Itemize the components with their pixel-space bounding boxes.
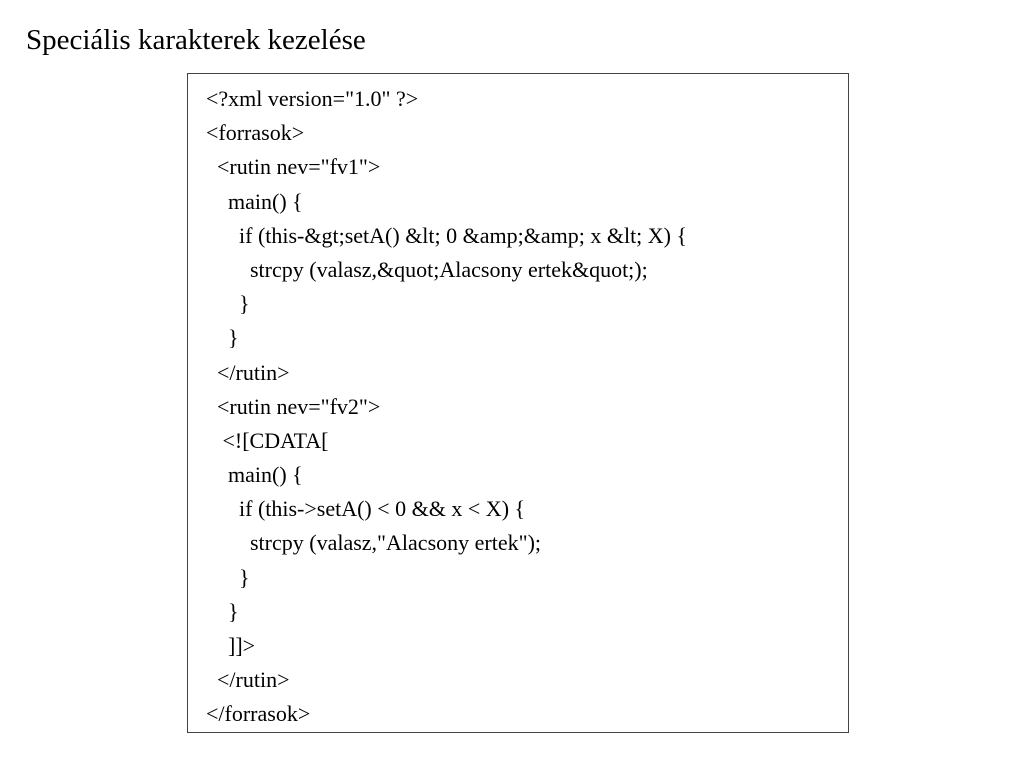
code-line: </rutin> [206,667,290,693]
code-line: ]]> [206,633,256,658]
code-line: <?xml version="1.0" ?> [206,86,419,111]
code-line: <![CDATA[ [206,427,329,453]
code-line: } [206,291,250,317]
code-line: strcpy (valasz,&quot;Alacsony ertek&quot;); [206,256,648,282]
code-box [187,73,849,733]
code-line: main() { [206,462,303,488]
code-line: } [206,325,239,351]
code-line: if (this-&gt;setA() &lt; 0 &amp;&amp; x &lt; X) { [206,222,688,248]
code-line: </rutin> [206,359,290,385]
code-line: if (this->setA() < 0 && x < X) { [206,496,526,522]
code-line: main() { [206,188,303,214]
code-line: <forrasok> [206,120,305,146]
code-listing [206,82,687,732]
code-line: </forrasok> [206,701,311,727]
slide-title: Speciális karakterek kezelése [26,24,366,56]
code-line: <rutin nev="fv1"> [206,154,381,180]
code-line: } [206,598,239,624]
code-line: strcpy (valasz,"Alacsony ertek"); [206,530,542,556]
code-line: <rutin nev="fv2"> [206,393,381,419]
code-line: } [206,564,250,590]
